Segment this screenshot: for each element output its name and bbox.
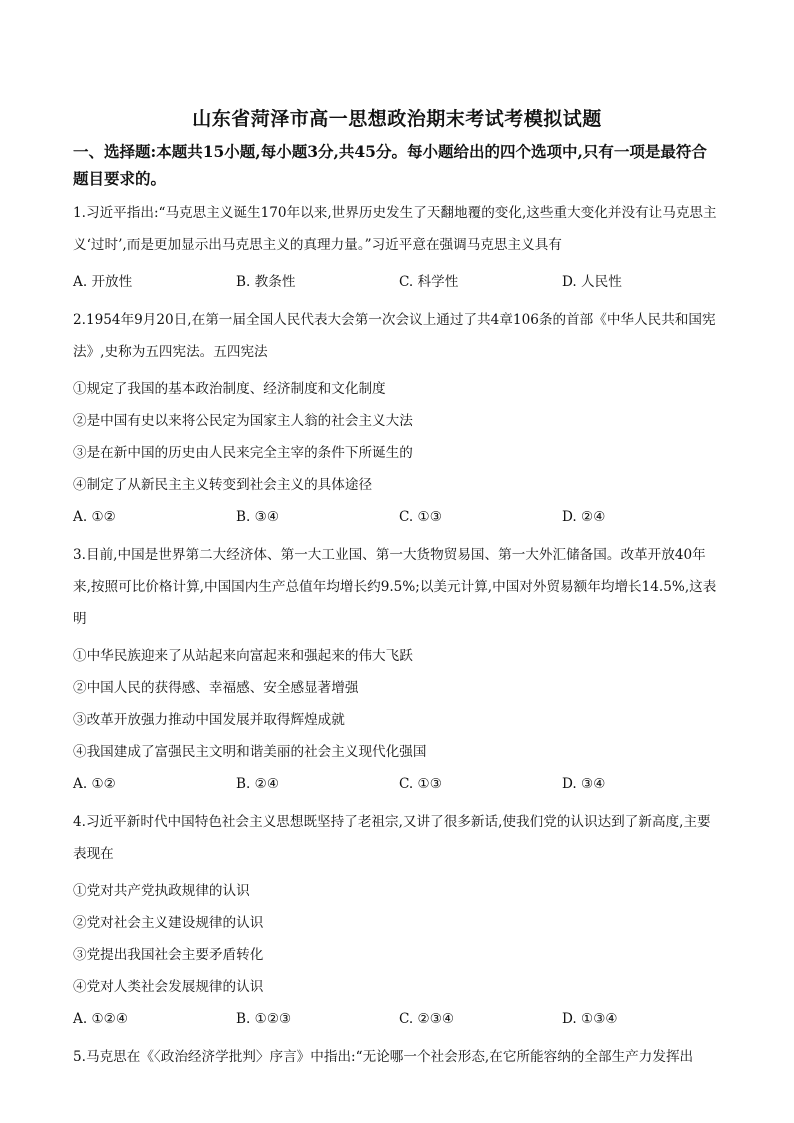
statement: ③党提出我国社会主要矛盾转化 [73, 947, 264, 963]
option-b: B. ③④ [236, 509, 280, 525]
option-b: B. 教条性 [236, 274, 296, 290]
statement: ④制定了从新民主主义转变到社会主义的具体途径 [73, 477, 373, 493]
option-c: C. 科学性 [399, 274, 459, 290]
question-1-stem: 1.习近平指出:“马克思主义诞生170年以来,世界历史发生了天翻地覆的变化,这些重大变化并没有让马克思主义‘过时’,而是更加显示出马克思主义的真理力量。”习近平意在强调马克思主义具有 [73, 205, 717, 253]
option-c: C. ①③ [399, 776, 442, 792]
statement: ③改革开放强力推动中国发展并取得辉煌成就 [73, 712, 345, 728]
option-b: B. ②④ [236, 776, 280, 792]
option-d: D. ③④ [562, 776, 606, 792]
question-5-stem: 5.马克思在《〈政治经济学批判〉序言》中指出:“无论哪一个社会形态,在它所能容纳的全部生产力发挥出 [73, 1049, 694, 1065]
statement: ④我国建成了富强民主文明和谐美丽的社会主义现代化强国 [73, 744, 427, 760]
option-d: D. 人民性 [562, 274, 622, 290]
document-title: 山东省菏泽市高一思想政治期末考试考模拟试题 [192, 108, 602, 130]
question-2-options [73, 507, 722, 528]
option-a: A. 开放性 [73, 274, 133, 290]
question-4-stem: 4.习近平新时代中国特色社会主义思想既坚持了老祖宗,又讲了很多新话,使我们党的认识达到了新高度,主要表现在 [73, 814, 711, 862]
question-3-stem: 3.目前,中国是世界第二大经济体、第一大工业国、第一大货物贸易国、第一大外汇储备国。改革开放40年来,按照可比价格计算,中国国内生产总值年均增长约9.5%;以美元计算,中国对外贸易额年均增长14.5%,这表明 [73, 547, 717, 627]
statement: ②中国人民的获得感、幸福感、安全感显著增强 [73, 680, 359, 696]
document-content [73, 138, 722, 1084]
statement: ②是中国有史以来将公民定为国家主人翁的社会主义大法 [73, 413, 413, 429]
statement: ①党对共产党执政规律的认识 [73, 883, 250, 899]
question-2-stem: 2.1954年9月20日,在第一届全国人民代表大会第一次会议上通过了共4章106条的首部《中华人民共和国宪法》,史称为五四宪法。五四宪法 [73, 312, 716, 360]
question-1-options [73, 272, 722, 293]
option-a: A. ①②④ [73, 1011, 129, 1027]
section-heading: 一、选择题:本题共15小题,每小题3分,共45分。每小题给出的四个选项中,只有一项是最符合题目要求的。 [73, 142, 707, 188]
statement: ①规定了我国的基本政治制度、经济制度和文化制度 [73, 381, 386, 397]
statement: ①中华民族迎来了从站起来向富起来和强起来的伟大飞跃 [73, 648, 413, 664]
option-a: A. ①② [73, 776, 116, 792]
question-3-options [73, 774, 722, 795]
option-c: C. ①③ [399, 509, 442, 525]
option-c: C. ②③④ [399, 1011, 455, 1027]
option-b: B. ①②③ [236, 1011, 292, 1027]
option-a: A. ①② [73, 509, 116, 525]
statement: ②党对社会主义建设规律的认识 [73, 915, 264, 931]
option-d: D. ①③④ [562, 1011, 618, 1027]
statement: ③是在新中国的历史由人民来完全主宰的条件下所诞生的 [73, 445, 413, 461]
option-d: D. ②④ [562, 509, 606, 525]
question-4-options [73, 1009, 722, 1030]
statement: ④党对人类社会发展规律的认识 [73, 979, 264, 995]
